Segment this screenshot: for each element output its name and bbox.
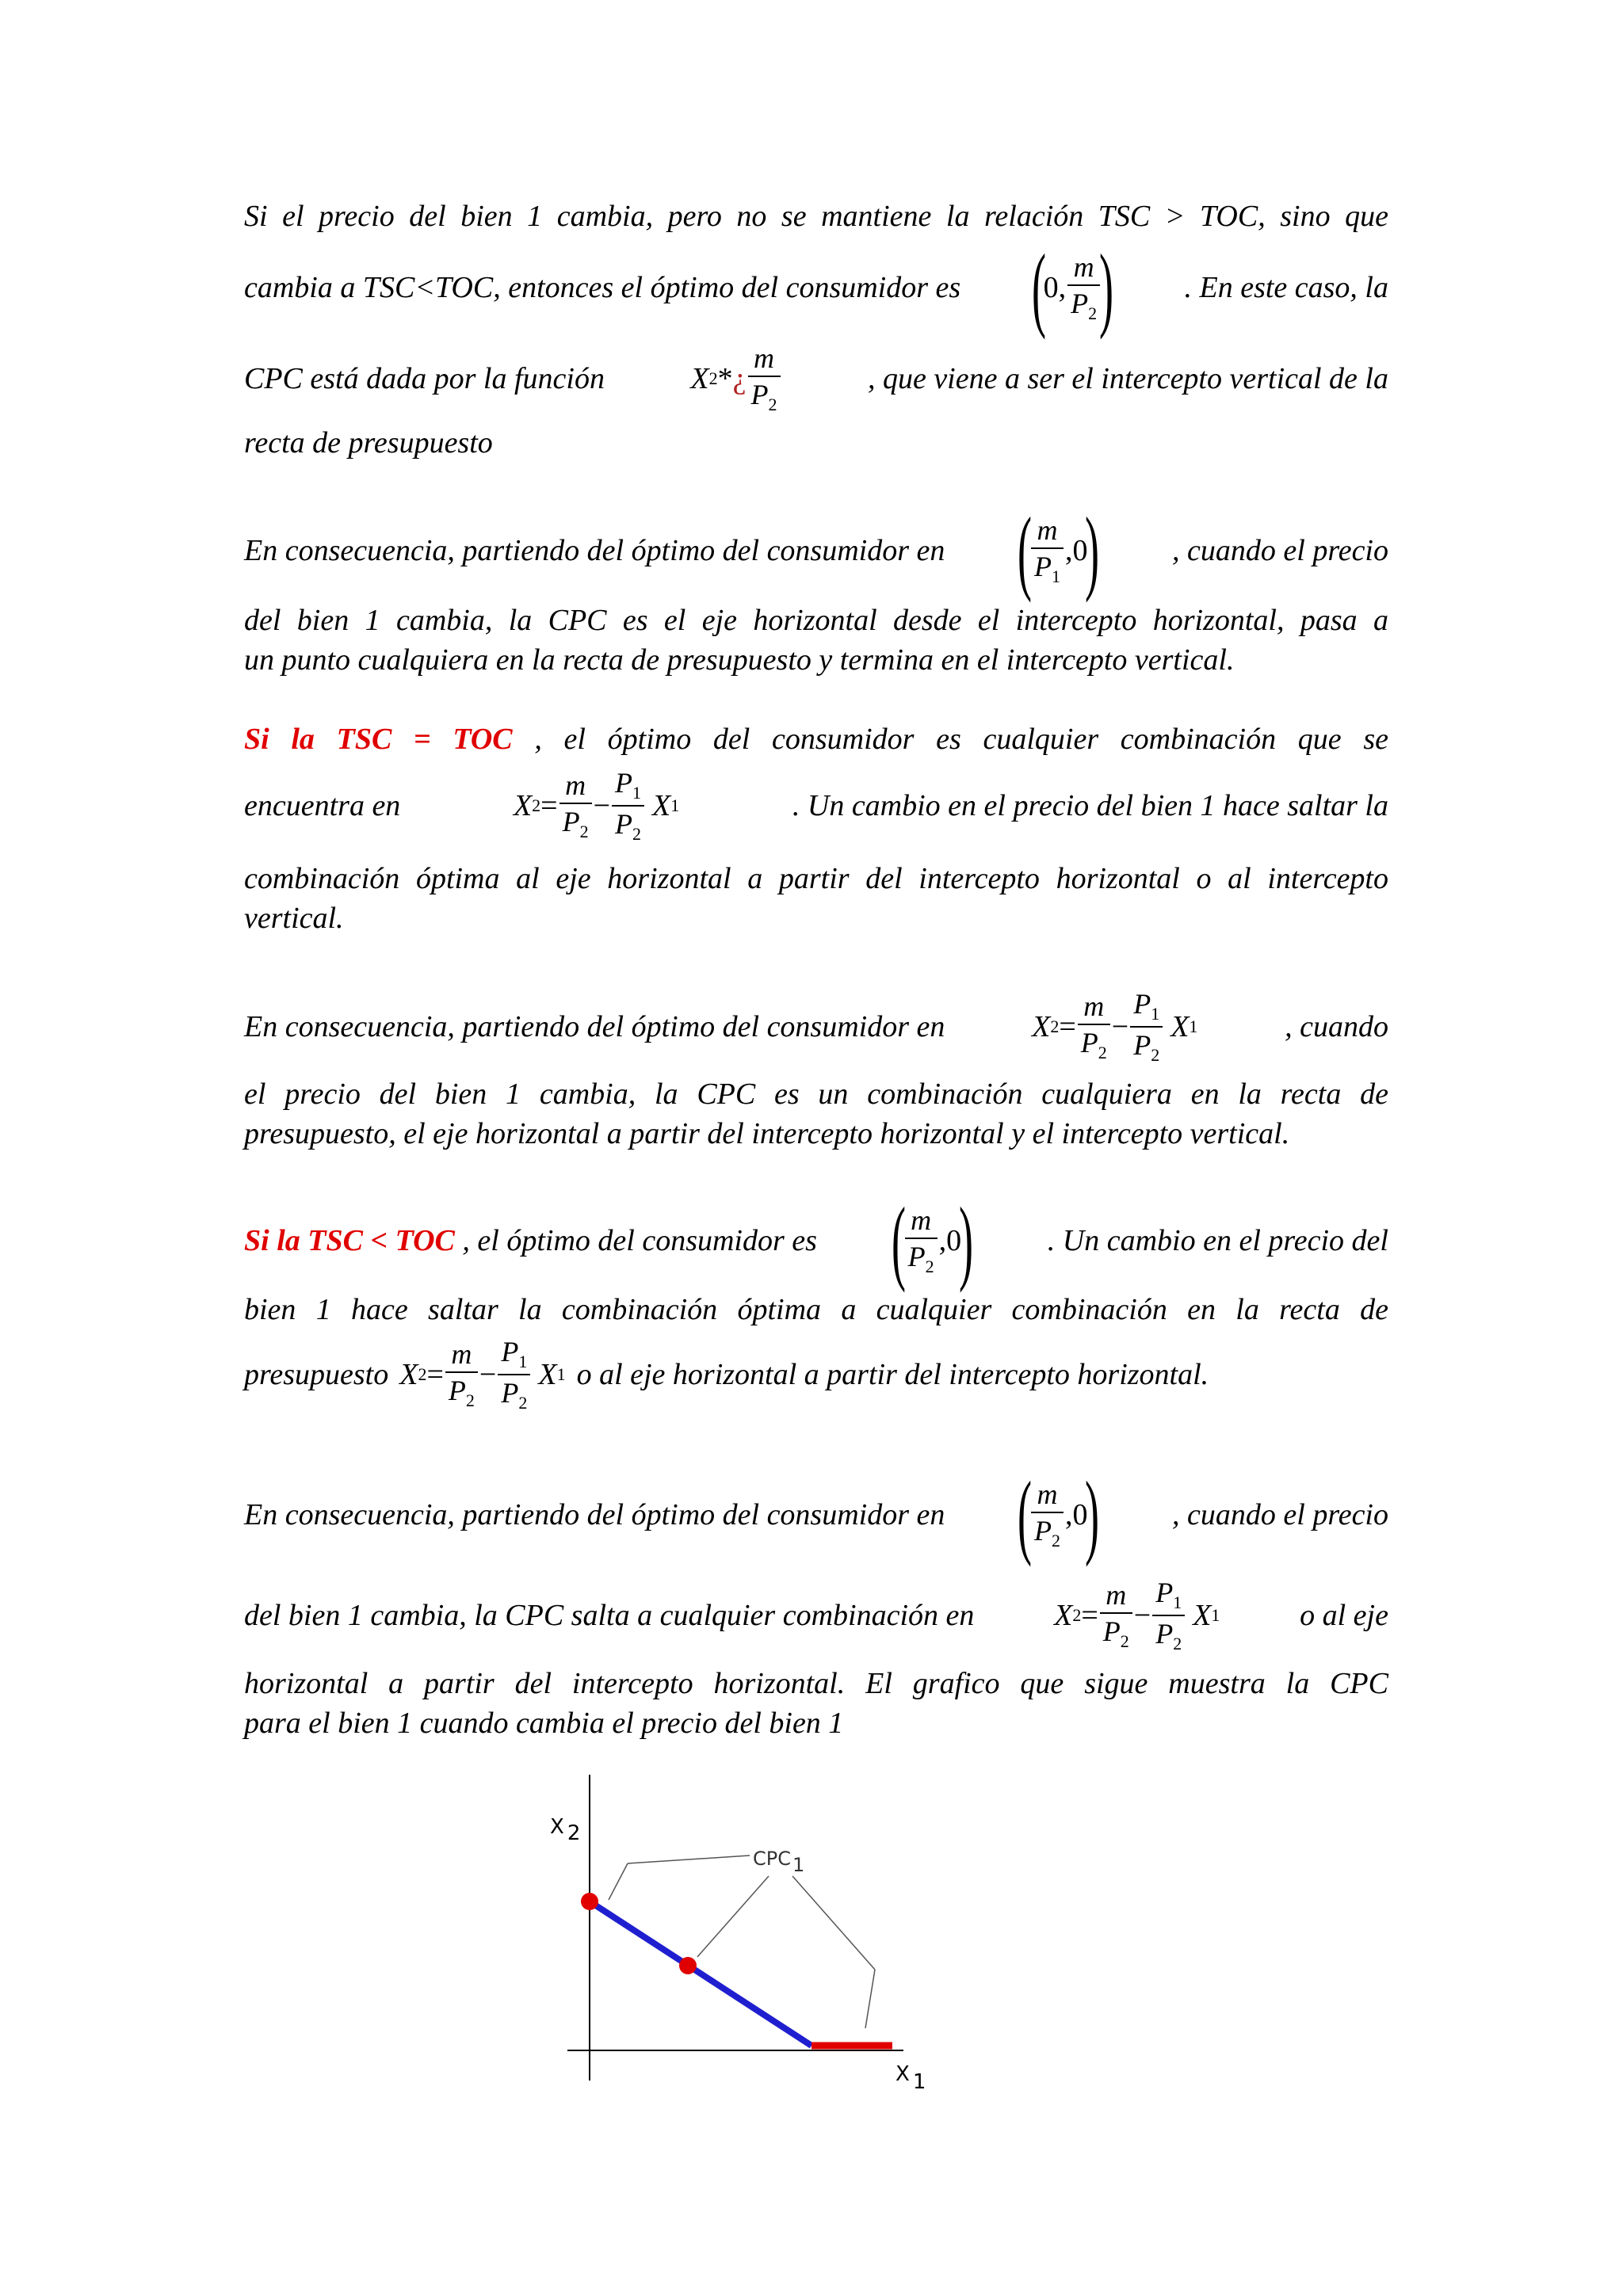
fraction-m-p2 [445,1340,478,1409]
p6-line2-text-b: o al eje [1300,1599,1388,1632]
numerator [1152,1578,1185,1615]
p1-line4 [244,423,1388,463]
p6-line1 [244,1462,1388,1567]
subscript: 2 [925,1257,934,1276]
subscript: 2 [1120,1631,1129,1651]
numerator: m [1073,251,1094,283]
subscript: 1 [1189,1016,1198,1036]
x-symbol: X [1054,1599,1073,1632]
p-symbol: P [1071,288,1089,319]
inverted-question: ¿ [732,362,747,395]
p2-line1 [244,498,1388,603]
cpc-function-formula [690,344,781,414]
subscript: 1 [670,795,680,815]
fraction-m-p2 [748,344,781,414]
subscript: 1 [1173,1592,1182,1612]
p-symbol: P [1080,1027,1098,1058]
p5-line1-text-b: , el óptimo del consumidor es [462,1224,817,1257]
p1-line3-text-a: CPC está dada por la función [244,362,605,395]
subscript: 2 [465,1390,475,1410]
subscript: 2 [1098,1043,1107,1062]
x-symbol: X [1032,1010,1051,1043]
subscript: 1 [632,783,642,803]
denominator [445,1371,478,1409]
p1-line2-text-b: . En este caso, la [1184,271,1388,304]
x-symbol: X [1170,1010,1190,1043]
fraction-m-p2 [1067,253,1100,322]
fraction-m-p2 [1078,992,1110,1062]
x-symbol: X [513,789,533,822]
denominator [1067,284,1100,322]
denominator [1031,1512,1064,1550]
subscript: 2 [1051,1531,1060,1550]
subscript: 2 [1088,303,1098,323]
denominator [1152,1615,1185,1653]
p6-line2-text-a: del bien 1 cambia, la CPC salta a cualquier combinación en [244,1599,975,1632]
y-axis-label: X 2 [550,1815,581,1845]
p4-line3-text: presupuesto, el eje horizontal a partir del intercepto horizontal y el intercepto vertical. [244,1117,1290,1150]
fraction-m-p2 [1100,1581,1132,1650]
cpc-diagram [539,1767,951,2107]
p5-line3-text-a: presupuesto [244,1358,389,1391]
p4-line1-text-a: En consecuencia, partiendo del óptimo del consumidor en [244,1010,945,1043]
minus: − [593,789,611,822]
fraction-m-p2 [905,1206,938,1276]
budget-line-formula [1032,990,1197,1064]
p2-line2-text: del bien 1 cambia, la CPC es el eje horizontal desde el intercepto horizontal, pasa a [244,604,1388,637]
p2-line1-text-a: En consecuencia, partiendo del óptimo del consumidor en [244,534,945,567]
zero: 0 [1072,1498,1088,1531]
numerator: m [754,342,774,374]
subscript: 1 [556,1364,566,1384]
budget-line-segment [590,1901,812,2046]
p1-line2 [244,235,1388,340]
fraction-m-p2 [559,771,592,841]
p3-line4 [244,898,1388,938]
p4-line1-text-b: , cuando [1285,1010,1388,1043]
fraction-p1-p2 [498,1337,530,1412]
comma: , [938,1224,947,1257]
minus: − [1133,1599,1151,1632]
budget-line-formula [514,769,679,843]
equals: = [540,789,558,822]
p1-line1-text: Si el precio del bien 1 cambia, pero no se mantiene la relación TSC > TOC, sino que [244,200,1388,233]
subscript: 2 [518,1393,528,1413]
p-symbol: P [1033,551,1052,582]
p-symbol: P [448,1375,466,1406]
p-symbol: P [750,379,769,410]
p-symbol: P [1033,1515,1052,1547]
equals: = [1081,1599,1098,1632]
p1-line2-text-a: cambia a TSC<TOC, entonces el óptimo del consumidor es [244,271,961,304]
p4-line2 [244,1074,1388,1114]
interior-point [679,1957,697,1974]
p-symbol: P [1155,1577,1174,1608]
comma: , [1064,1498,1073,1531]
denominator [559,803,592,841]
p4-line3 [244,1114,1388,1154]
cpc-annotation: CPC1 [753,1848,805,1876]
p-symbol: P [1155,1618,1174,1650]
p3-line2-text-a: encuentra en [244,789,401,822]
p1-line4-text: recta de presupuesto [244,426,493,460]
optimum-formula-0-m-p2: ( 0 , $\frac{m}{P_2}$ ) [1031,235,1114,340]
subscript: 2 [1072,1605,1082,1625]
p4-line2-text: el precio del bien 1 cambia, la CPC es un combinación cualquiera en la recta de [244,1077,1388,1111]
vertical-intercept-point [581,1893,598,1910]
x-symbol: X [538,1358,557,1391]
fraction-p1-p2 [1152,1578,1185,1653]
comma: , [1064,534,1073,567]
p5-line3-text-b: o al eje horizontal a partir del intercepto horizontal. [576,1358,1209,1391]
p6-line2 [244,1572,1388,1659]
x-symbol: X [690,362,709,395]
p3-line1 [244,719,1388,759]
optimum-formula-m-p2-0: ( $\frac{m}{P_2}$ , 0 ) [1017,1462,1100,1567]
p4-line1 [244,979,1388,1074]
subscript: 2 [768,395,777,414]
p6-line4-text: para el bien 1 cuando cambia el precio del bien 1 [244,1707,844,1740]
budget-line-formula [1054,1578,1220,1653]
p3-line2 [244,762,1388,849]
annotation-leader-3 [792,1876,875,1970]
denominator [1031,547,1064,585]
zero: 0 [1072,534,1088,567]
subscript: 2 [1050,1016,1060,1036]
annotation-leader-2 [697,1876,769,1957]
p6-line4 [244,1703,1388,1743]
annotation-leader-1 [628,1855,750,1863]
subscript: 2 [1173,1634,1182,1653]
numerator: m [1083,990,1105,1022]
p-symbol: P [1133,988,1151,1020]
p-symbol: P [615,767,633,799]
fraction-p1-p2 [612,769,644,843]
p5-line1-text-c: . Un cambio en el precio del [1047,1224,1388,1257]
p-symbol: P [615,808,633,840]
p6-line1-text-a: En consecuencia, partiendo del óptimo del consumidor en [244,1498,945,1531]
subscript: 1 [518,1352,528,1371]
fraction-m-p1 [1031,516,1064,585]
denominator [905,1238,938,1276]
condition-tsc-less-toc: Si la TSC < TOC [244,1224,455,1257]
p3-line1-text: , el óptimo del consumidor es cualquier combinación que se [534,723,1388,756]
subscript: 2 [708,368,718,388]
p-symbol: P [907,1241,926,1272]
x-symbol: X [652,789,671,822]
equals: = [426,1358,444,1391]
zero: 0 [1043,271,1059,304]
subscript: 2 [532,795,541,815]
p1-line1 [244,196,1388,236]
p1-line3-text-b: , que viene a ser el intercepto vertical de la [867,362,1388,395]
x-symbol: X [1193,1599,1212,1632]
p2-line3 [244,640,1388,680]
star: * [717,362,733,395]
condition-tsc-equals-toc: Si la TSC = TOC [244,723,513,756]
p5-line2-text: bien 1 hace saltar la combinación óptima a cualquier combinación en la recta de [244,1293,1388,1326]
numerator [498,1337,530,1374]
p-symbol: P [1133,1029,1151,1061]
numerator [1130,990,1163,1026]
numerator [612,769,644,805]
subscript: 1 [1211,1605,1220,1625]
p2-line1-text-b: , cuando el precio [1172,534,1388,567]
optimum-formula-m-p2-0: ( $\frac{m}{P_2}$ , 0 ) [891,1188,974,1293]
annotation-leader-3b [865,1970,875,2028]
budget-line-formula [399,1337,565,1412]
p6-line3-text: horizontal a partir del intercepto horizontal. El grafico que sigue muestra la CPC [244,1667,1388,1700]
numerator: m [1037,514,1058,546]
subscript: 1 [1151,1004,1160,1024]
fraction-m-p2 [1031,1480,1064,1550]
subscript: 2 [418,1364,427,1384]
p3-line3 [244,859,1388,898]
p1-line3 [244,339,1388,418]
p3-line3-text: combinación óptima al eje horizontal a partir del intercepto horizontal o al intercepto [244,862,1388,895]
p3-line2-text-b: . Un cambio en el precio del bien 1 hace saltar la [792,789,1388,822]
p5-line1 [244,1188,1388,1293]
equals: = [1059,1010,1076,1043]
p2-line3-text: un punto cualquiera en la recta de presupuesto y termina en el intercepto vertical. [244,643,1235,677]
x-axis-label: X 1 [896,2062,926,2094]
p6-line1-text-b: , cuando el precio [1172,1498,1388,1531]
denominator [748,376,781,414]
p-symbol: P [501,1336,519,1367]
denominator [1078,1024,1110,1062]
p-symbol: P [1102,1615,1121,1647]
p2-line2 [244,601,1388,640]
subscript: 2 [579,822,589,841]
subscript: 1 [1051,566,1060,586]
minus: − [1111,1010,1129,1043]
denominator [612,805,644,843]
numerator: m [911,1204,932,1236]
minus: − [479,1358,497,1391]
denominator [1100,1612,1132,1650]
numerator: m [451,1338,472,1370]
p3-line4-text: vertical. [244,902,344,935]
denominator [1130,1026,1163,1064]
zero: 0 [946,1224,962,1257]
subscript: 2 [632,824,642,844]
fraction-p1-p2 [1130,990,1163,1064]
numerator: m [565,769,586,801]
denominator [498,1374,530,1412]
optimum-formula-m-p1-0: ( $\frac{m}{P_1}$ , 0 ) [1017,498,1100,603]
subscript: 2 [1151,1045,1160,1065]
x-symbol: X [399,1358,418,1391]
p-symbol: P [501,1377,519,1409]
annotation-leader-1b [609,1863,628,1900]
comma: , [1058,271,1067,304]
p-symbol: P [562,806,580,837]
numerator: m [1106,1579,1127,1611]
p6-line3 [244,1664,1388,1703]
p5-line3 [244,1331,1388,1418]
p5-line2 [244,1290,1388,1329]
numerator: m [1037,1478,1058,1510]
